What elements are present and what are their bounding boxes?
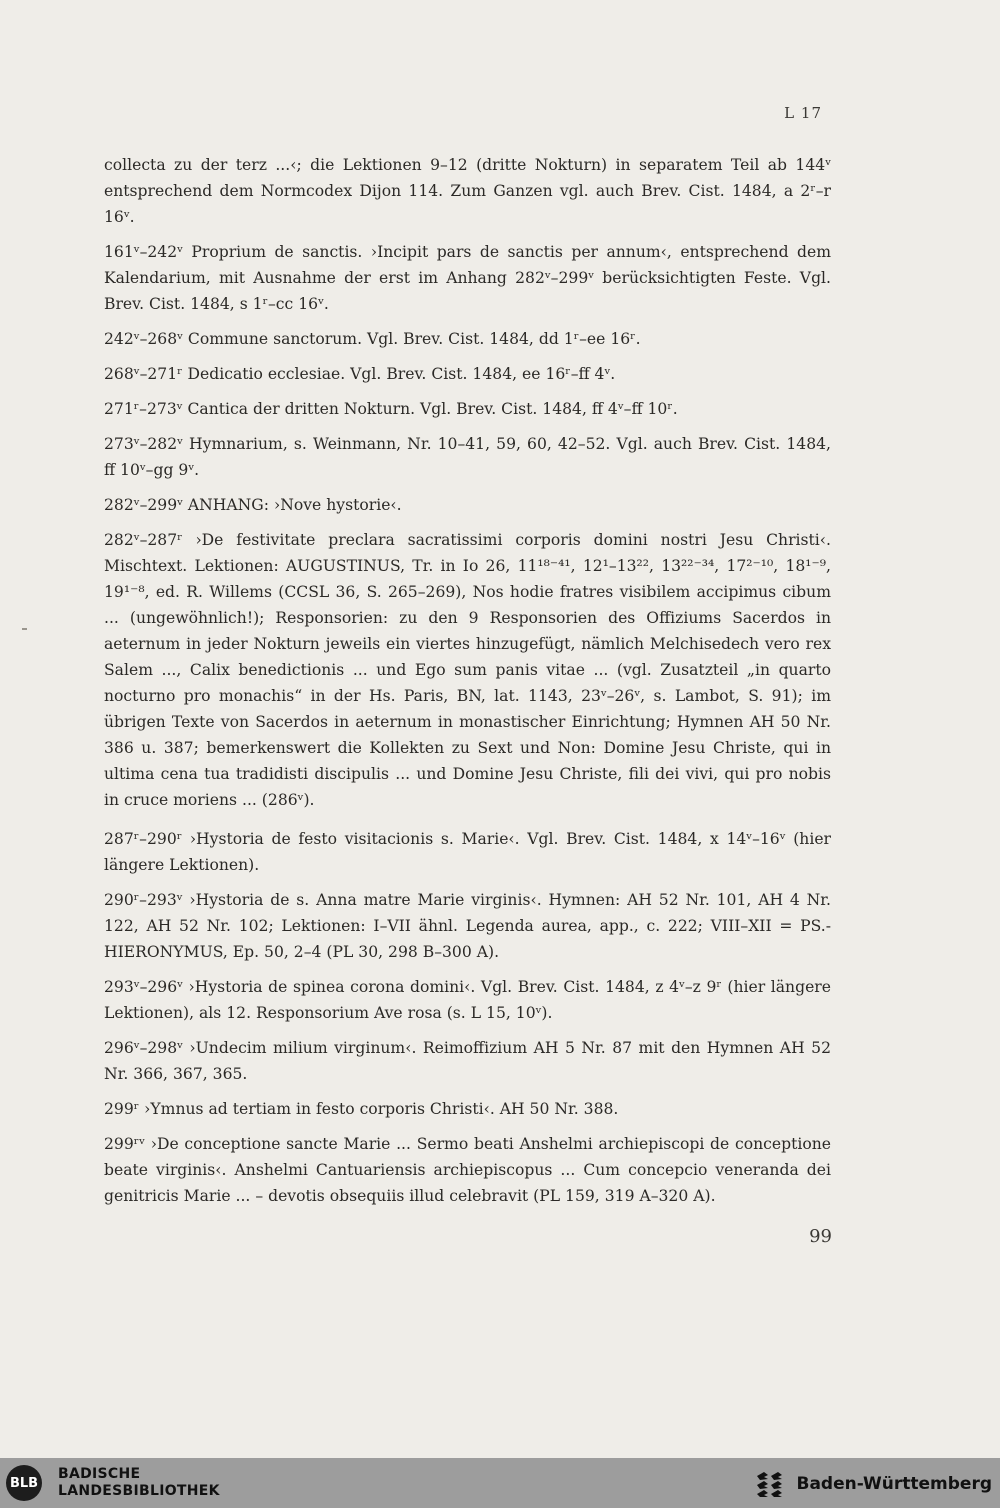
paragraph: 282ᵛ–287ʳ ›De festivitate preclara sacratissimi corporis domini nostri Jesu Christi‹. Mischtext. Lektionen: AUGUSTINUS, Tr. in Io 26, 11¹⁸⁻⁴¹, 12¹–13²², 13²²⁻³⁴, 17²⁻¹⁰, 18¹⁻⁹, 19¹⁻⁸, ed. R. Willems (CCSL 36, S. 265–269), Nos hodie fratres visibilem accipimus cibum ... (ungewöhnlich!); Responsorien: zu den 9 Responsorien des Offiziums Sacerdos in aeternum in jeder Nokturn jeweils ein viertes hinzugefügt, nämlich Melchisedech vero rex Salem ..., Calix benedictionis ... und Ego sum panis vitae ... (vgl. Zusatzteil „in quarto nocturno pro monachis“ in der Hs. Paris, BN, lat. 1143, 23ᵛ–26ᵛ, s. Lambot, S. 91); im übrigen Texte von Sacerdos in aeternum in monastischer Einrichtung; Hymnen AH 50 Nr. 386 u. 387; bemerkenswert die Kollekten zu Sext und Non: Domine Jesu Christe, qui in ultima cena tua tradidisti discipulis ... und Domine Jesu Christe, fili dei vivi, qui pro nobis in cruce moriens ... (286ᵛ). — [104, 531, 831, 809]
page-number: 99 — [809, 1226, 832, 1247]
lions-crest-icon — [754, 1470, 788, 1498]
paragraph: 268ᵛ–271ʳ Dedicatio ecclesiae. Vgl. Brev. Cist. 1484, ee 16ʳ–ff 4ᵛ. — [104, 365, 616, 383]
paragraph: collecta zu der terz ...‹; die Lektionen 9–12 (dritte Nokturn) in separatem Teil ab 144ᵛ entsprechend dem Normcodex Dijon 114. Zum Ganzen vgl. auch Brev. Cist. 1484, a 2ʳ–r 16ᵛ. — [104, 156, 831, 226]
state-name: Baden-Württemberg — [796, 1474, 992, 1494]
paragraph: 299ʳ ›Ymnus ad tertiam in festo corporis Christi‹. AH 50 Nr. 388. — [104, 1100, 619, 1118]
paragraph: 299ʳᵛ ›De conceptione sancte Marie ... Sermo beati Anshelmi archiepiscopi de conceptione beate virginis‹. Anshelmi Cantuariensis archiepiscopus ... Cum concepcio veneranda dei genitricis Marie ... – devotis obsequiis illud celebravit (PL 159, 319 A–320 A). — [104, 1135, 831, 1205]
margin-mark — [22, 628, 27, 630]
paragraph: 296ᵛ–298ᵛ ›Undecim milium virginum‹. Reimoffizium AH 5 Nr. 87 mit den Hymnen AH 52 Nr. 366, 367, 365. — [104, 1039, 831, 1083]
library-name[interactable] — [58, 1466, 220, 1500]
paragraph: 293ᵛ–296ᵛ ›Hystoria de spinea corona domini‹. Vgl. Brev. Cist. 1484, z 4ᵛ–z 9ʳ (hier längere Lektionen), als 12. Responsorium Ave rosa (s. L 15, 10ᵛ). — [104, 978, 831, 1022]
manuscript-signature: L 17 — [784, 104, 822, 122]
paragraph: 290ʳ–293ᵛ ›Hystoria de s. Anna matre Marie virginis‹. Hymnen: AH 52 Nr. 101, AH 4 Nr. 122, AH 52 Nr. 102; Lektionen: I–VII ähnl. Legenda aurea, app., c. 222; VIII–XII = PS.-HIERONYMUS, Ep. 50, 2–4 (PL 30, 298 B–300 A). — [104, 891, 831, 961]
paragraph: 273ᵛ–282ᵛ Hymnarium, s. Weinmann, Nr. 10–41, 59, 60, 42–52. Vgl. auch Brev. Cist. 1484, ff 10ᵛ–gg 9ᵛ. — [104, 435, 831, 479]
blb-logo-icon[interactable]: BLB — [6, 1465, 42, 1501]
library-name-line1: BADISCHE — [58, 1466, 141, 1482]
paragraph: 271ʳ–273ᵛ Cantica der dritten Nokturn. Vgl. Brev. Cist. 1484, ff 4ᵛ–ff 10ʳ. — [104, 400, 678, 418]
paragraph: 242ᵛ–268ᵛ Commune sanctorum. Vgl. Brev. Cist. 1484, dd 1ʳ–ee 16ʳ. — [104, 330, 641, 348]
library-name-line2: LANDESBIBLIOTHEK — [58, 1483, 220, 1499]
paragraph: 282ᵛ–299ᵛ ANHANG: ›Nove hystorie‹. — [104, 496, 402, 514]
catalog-text — [104, 152, 831, 1218]
footer-bar — [0, 1458, 1000, 1508]
state-logo[interactable] — [754, 1470, 992, 1498]
paragraph: 161ᵛ–242ᵛ Proprium de sanctis. ›Incipit pars de sanctis per annum‹, entsprechend dem Kalendarium, mit Ausnahme der erst im Anhang 282ᵛ–299ᵛ berücksichtigten Feste. Vgl. Brev. Cist. 1484, s 1ʳ–cc 16ᵛ. — [104, 243, 831, 313]
paragraph: 287ʳ–290ʳ ›Hystoria de festo visitacionis s. Marie‹. Vgl. Brev. Cist. 1484, x 14ᵛ–16ᵛ (hier längere Lektionen). — [104, 830, 831, 874]
